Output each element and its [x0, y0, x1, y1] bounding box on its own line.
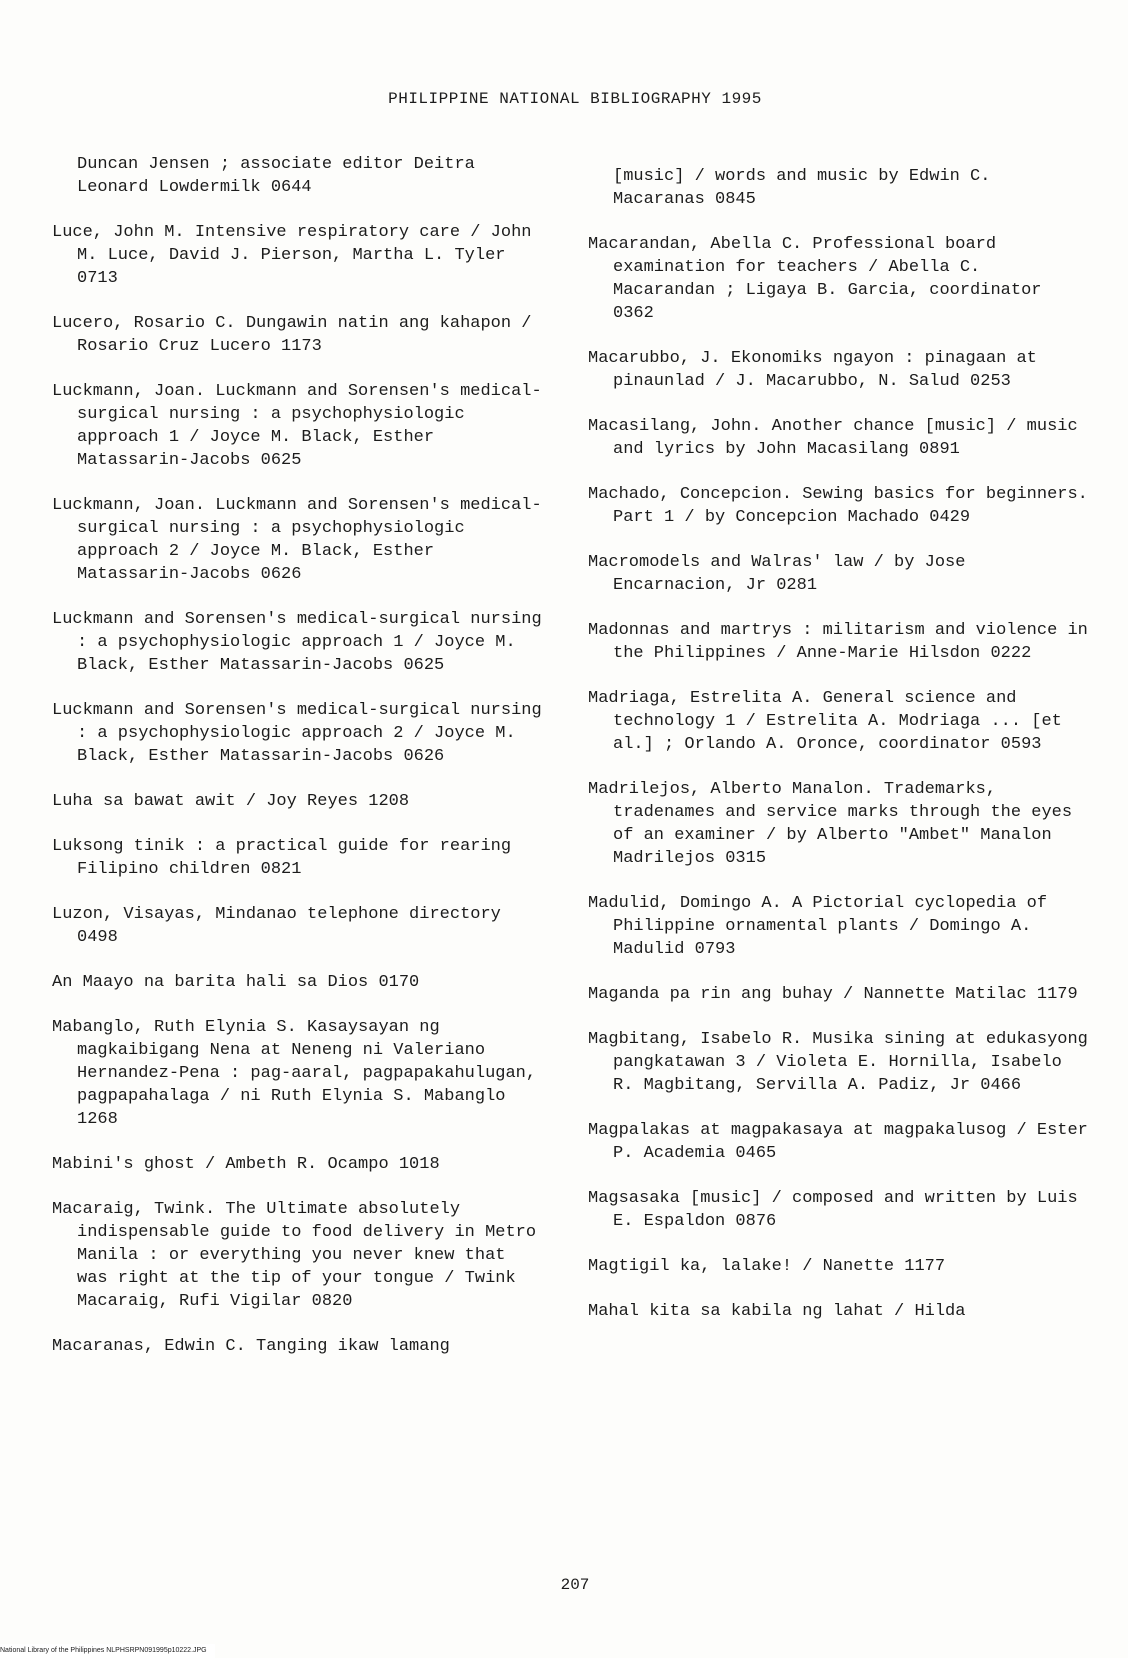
bibliography-entry: Macarubbo, J. Ekonomiks ngayon : pinagaan at pinaunlad / J. Macarubbo, N. Salud 0253 [588, 349, 1037, 391]
bibliography-entry: Madrilejos, Alberto Manalon. Trademarks, tradenames and service marks through the eyes of an examiner / by Alberto "Ambet" Manalon Madrilejos 0315 [588, 780, 1073, 868]
left-column [52, 153, 542, 1380]
bibliography-entry: Mabini's ghost / Ambeth R. Ocampo 1018 [52, 1155, 440, 1174]
bibliography-entry: Luce, John M. Intensive respiratory care / John M. Luce, David J. Pierson, Martha L. Tyler 0713 [52, 223, 532, 288]
bibliography-entry: Luckmann and Sorensen's medical-surgical nursing : a psychophysiologic approach 2 / Joyce M. Black, Esther Matassarin-Jacobs 0626 [52, 701, 542, 766]
bibliography-entry: Mabanglo, Ruth Elynia S. Kasaysayan ng magkaibigang Nena at Neneng ni Valeriano Hernandez-Pena : pag-aaral, pagpapakahulugan, pagpapahalaga / ni Ruth Elynia S. Mabanglo 1268 [52, 1018, 537, 1129]
bibliography-entry: Duncan Jensen ; associate editor Deitra Leonard Lowdermilk 0644 [77, 155, 475, 197]
bibliography-entry: Madulid, Domingo A. A Pictorial cyclopedia of Philippine ornamental plants / Domingo A. Madulid 0793 [588, 894, 1048, 959]
bibliography-entry: An Maayo na barita hali sa Dios 0170 [52, 973, 420, 992]
bibliography-entry: Magtigil ka, lalake! / Nanette 1177 [588, 1257, 946, 1276]
bibliography-entry: Madonnas and martrys : militarism and violence in the Philippines / Anne-Marie Hilsdon 0222 [588, 621, 1088, 663]
bibliography-entry: Lucero, Rosario C. Dungawin natin ang kahapon / Rosario Cruz Lucero 1173 [52, 314, 532, 356]
bibliography-entry: Macarandan, Abella C. Professional board examination for teachers / Abella C. Macarandan ; Ligaya B. Garcia, coordinator 0362 [588, 235, 1042, 323]
bibliography-entry: Luckmann, Joan. Luckmann and Sorensen's medical-surgical nursing : a psychophysiologic approach 1 / Joyce M. Black, Esther Matassarin-Jacobs 0625 [52, 382, 542, 470]
bibliography-entry: Luckmann and Sorensen's medical-surgical nursing : a psychophysiologic approach 1 / Joyce M. Black, Esther Matassarin-Jacobs 0625 [52, 610, 542, 675]
bibliography-entry: Macaranas, Edwin C. Tanging ikaw lamang [52, 1337, 450, 1356]
bibliography-entry: Madriaga, Estrelita A. General science and technology 1 / Estrelita A. Modriaga ... [et al.] ; Orlando A. Oronce, coordinator 0593 [588, 689, 1062, 754]
bibliography-entry: Luckmann, Joan. Luckmann and Sorensen's medical-surgical nursing : a psychophysiologic approach 2 / Joyce M. Black, Esther Matassarin-Jacobs 0626 [52, 496, 542, 584]
page-number: 207 [560, 1576, 590, 1594]
bibliography-entry: Magbitang, Isabelo R. Musika sining at edukasyong pangkatawan 3 / Violeta E. Hornilla, Isabelo R. Magbitang, Servilla A. Padiz, Jr 0466 [588, 1030, 1088, 1095]
right-column [588, 165, 1088, 1345]
bibliography-entry: Macaraig, Twink. The Ultimate absolutely indispensable guide to food delivery in Metro Manila : or everything you never knew that was right at the tip of your tongue / Twink Macaraig, Rufi Vigilar 0820 [52, 1200, 537, 1311]
scan-footer: National Library of the Philippines NLPHSRPN091995p10222.JPG [0, 1644, 215, 1658]
bibliography-entry: Mahal kita sa kabila ng lahat / Hilda [588, 1302, 966, 1321]
bibliography-entry: Luksong tinik : a practical guide for rearing Filipino children 0821 [52, 837, 512, 879]
bibliography-entry: Magpalakas at magpakasaya at magpakalusog / Ester P. Academia 0465 [588, 1121, 1088, 1163]
bibliography-entry: Luha sa bawat awit / Joy Reyes 1208 [52, 792, 410, 811]
bibliography-entry: Machado, Concepcion. Sewing basics for beginners. Part 1 / by Concepcion Machado 0429 [588, 485, 1088, 527]
page-header: PHILIPPINE NATIONAL BIBLIOGRAPHY 1995 [388, 90, 762, 108]
bibliography-entry: Macromodels and Walras' law / by Jose Encarnacion, Jr 0281 [588, 553, 966, 595]
bibliography-entry: Macasilang, John. Another chance [music] / music and lyrics by John Macasilang 0891 [588, 417, 1078, 459]
bibliography-entry: Luzon, Visayas, Mindanao telephone directory 0498 [52, 905, 501, 947]
bibliography-entry: Maganda pa rin ang buhay / Nannette Matilac 1179 [588, 985, 1078, 1004]
bibliography-entry: [music] / words and music by Edwin C. Macaranas 0845 [613, 167, 991, 209]
bibliography-entry: Magsasaka [music] / composed and written by Luis E. Espaldon 0876 [588, 1189, 1078, 1231]
